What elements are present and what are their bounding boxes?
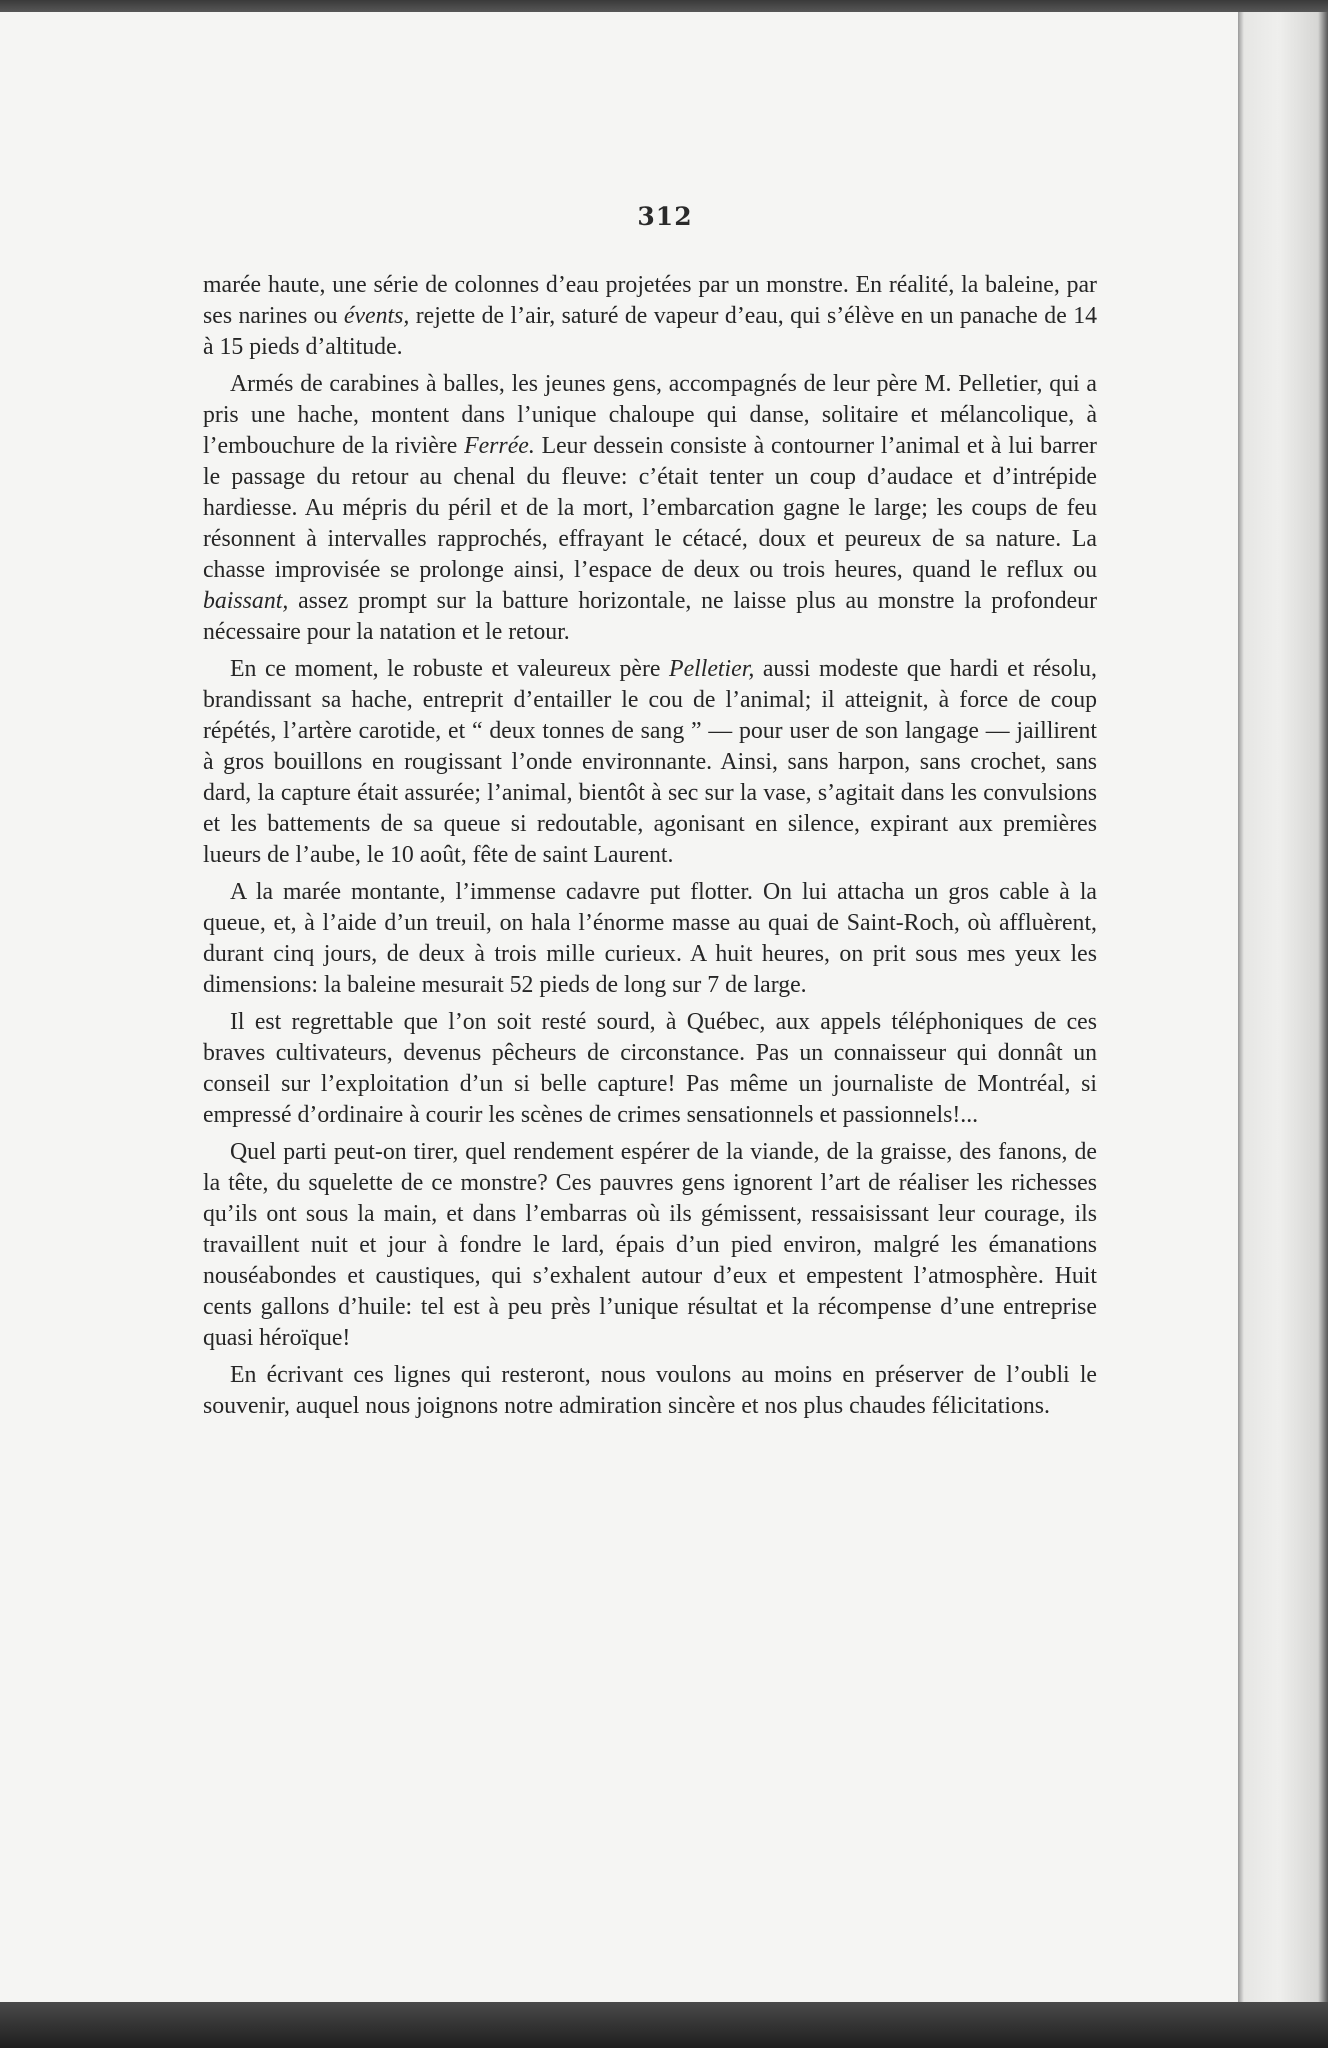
bottom-border <box>0 2002 1328 2048</box>
italic-text: Ferrée. <box>464 433 535 459</box>
text-run: marée haute, une série de colonnes d’eau projetées par un monstre. En réalité, la baleine, par ses narines ou <box>203 272 1097 329</box>
text-run: Armés de carabines à balles, les jeunes gens, accompagnés de leur père M. Pelletier, qui a pris une hache, montent dans l’unique chaloupe qui danse, solitaire et mélancolique, à l’embouchure de la rivière <box>203 371 1097 459</box>
text-run: Il est regrettable que l’on soit resté sourd, à Québec, aux appels téléphoniques de ces braves cultivateurs, devenus pêcheurs de circonstance. Pas un connaisseur qui donnât un conseil sur l’exploitation d’un si belle capture! Pas même un journaliste de Montréal, si empressé d’ordinaire à courir les scènes de crimes sensationnels et passionnels!... <box>203 1009 1097 1128</box>
body-text <box>203 270 1097 1428</box>
book-page <box>0 12 1238 2002</box>
text-run: En écrivant ces lignes qui resteront, nous voulons au moins en préserver de l’oubli le souvenir, auquel nous joignons notre admiration sincère et nos plus chaudes félicitations. <box>203 1362 1097 1419</box>
text-run: Quel parti peut-on tirer, quel rendement espérer de la viande, de la graisse, des fanons, de la tête, du squelette de ce monstre? Ces pauvres gens ignorent l’art de réaliser les richesses qu’ils ont sous la main, et dans l’embarras où ils gémissent, ressaisissant leur courage, ils travaillent nuit et jour à fondre le lard, épais d’un pied environ, malgré les émanations nouséabondes et caustiques, qui s’exhalent autour d’eux et empestent l’atmosphère. Huit cents gallons d’huile: tel est à peu près l’unique résultat et la récompense d’une entreprise quasi héroïque! <box>203 1139 1097 1351</box>
page-number: 312 <box>637 202 693 231</box>
paragraph <box>203 270 1097 363</box>
text-run: rejette de l’air, saturé de vapeur d’eau, qui s’élève en un panache de 14 à 15 pieds d’altitude. <box>203 303 1097 360</box>
text-run: Leur dessein consiste à contourner l’animal et à lui barrer le passage du retour au chenal du fleuve: c’était tenter un coup d’audace et d’intrépide hardiesse. Au mépris du péril et de la mort, l’embarcation gagne le large; les coups de feu résonnent à intervalles rapprochés, effrayant le cétacé, doux et peureux de sa nature. La chasse improvisée se prolonge ainsi, l’espace de deux ou trois heures, quand le reflux ou <box>203 433 1097 583</box>
paragraph <box>203 1360 1097 1422</box>
italic-text: évents, <box>343 303 410 329</box>
text-run: En ce moment, le robuste et valeureux père <box>230 656 670 682</box>
paragraph <box>203 654 1097 871</box>
page-edge <box>1238 12 1328 2002</box>
paragraph <box>203 1007 1097 1131</box>
text-run: A la marée montante, l’immense cadavre put flotter. On lui attacha un gros cable à la queue, et, à l’aide d’un treuil, on hala l’énorme masse au quai de Saint-Roch, où affluèrent, durant cinq jours, de deux à trois mille curieux. A huit heures, on prit sous mes yeux les dimensions: la baleine mesurait 52 pieds de long sur 7 de large. <box>203 879 1097 998</box>
paragraph <box>203 369 1097 648</box>
text-run: aussi modeste que hardi et résolu, brandissant sa hache, entreprit d’entailler le cou de l’animal; il atteignit, à force de coup répétés, l’artère carotide, et “ deux tonnes de sang ” — pour user de son langage — jaillirent à gros bouillons en rougissant l’onde environnante. Ainsi, sans harpon, sans crochet, sans dard, la capture était assurée; l’animal, bientôt à sec sur la vase, s’agitait dans les convulsions et les battements de sa queue si redoutable, agonisant en silence, expirant aux premières lueurs de l’aube, le 10 août, fête de saint Laurent. <box>203 656 1097 868</box>
paragraph <box>203 1137 1097 1354</box>
italic-text: baissant, <box>203 588 289 614</box>
italic-text: Pelletier, <box>669 656 755 682</box>
text-run: assez prompt sur la batture horizontale, ne laisse plus au monstre la profondeur nécessaire pour la natation et le retour. <box>203 588 1097 645</box>
paragraph <box>203 877 1097 1001</box>
